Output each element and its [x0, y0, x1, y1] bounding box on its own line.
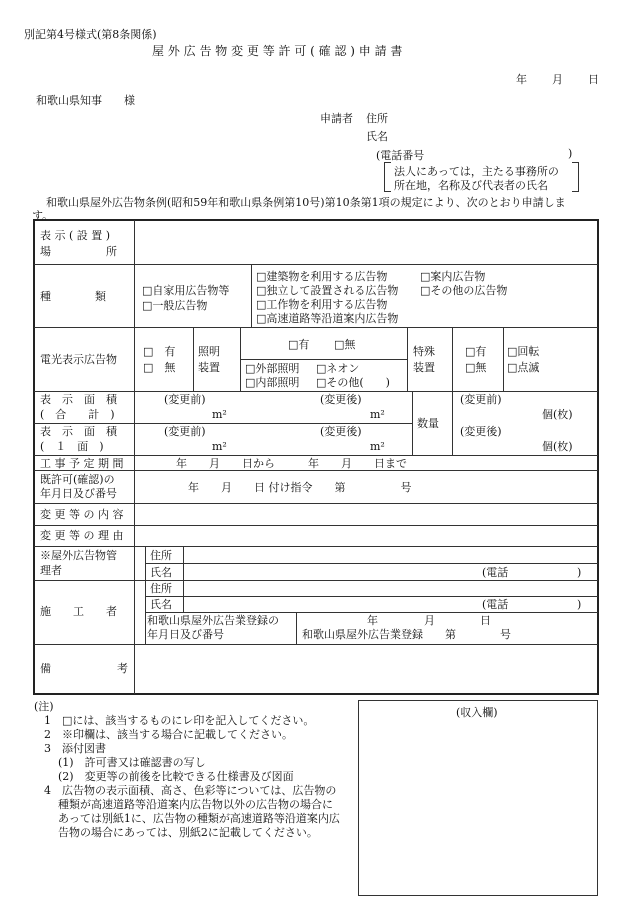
registration-month: 月 — [424, 614, 435, 627]
applicant-label: 申請者 — [320, 112, 353, 125]
note-4-line-1: 4 広告物の表示面積、高さ、色彩等については、広告物の — [44, 784, 337, 797]
bracket-right — [572, 162, 579, 192]
rule — [145, 612, 598, 613]
area-total-unit-before: m² — [212, 408, 227, 421]
area-single-before: (変更前) — [164, 425, 206, 438]
quantity-unit-after: 個(枚) — [542, 440, 573, 453]
registration-number: 和歌山県屋外広告業登録 第 号 — [302, 628, 511, 641]
registration-label-2: 年月日及び番号 — [147, 628, 224, 641]
name-label: 氏名 — [366, 130, 388, 143]
note-3a: (1) 許可書又は確認書の写し — [58, 756, 206, 769]
light-neon-checkbox[interactable]: □ネオン — [316, 362, 360, 375]
elec-yes-checkbox[interactable]: □ 有 — [143, 345, 176, 358]
corp-note-2: 所在地，名称及び代表者の氏名 — [394, 179, 548, 192]
form-title: 屋 外 広 告 物 変 更 等 許 可 ( 確 認 ) 申 請 書 — [152, 44, 403, 58]
registration-day: 日 — [480, 614, 491, 627]
kind-own-checkbox[interactable]: □自家用広告物等 — [142, 284, 230, 297]
date-year: 年 — [516, 73, 527, 86]
lighting-label-1: 照明 — [198, 345, 220, 358]
notes-heading: (注) — [34, 700, 54, 713]
date-day: 日 — [588, 73, 599, 86]
phone-close: ) — [568, 147, 573, 160]
rule — [183, 546, 184, 612]
registration-label-1: 和歌山県屋外広告業登録の — [147, 614, 279, 627]
rule — [240, 359, 407, 360]
note-1: 1 □には、該当するものにレ印を記入してください。 — [44, 714, 315, 727]
area-single-label-1: 表 示 面 積 — [40, 425, 117, 438]
elec-no-checkbox[interactable]: □ 無 — [143, 361, 176, 374]
rule — [34, 391, 598, 392]
kind-general-checkbox[interactable]: □一般広告物 — [142, 299, 208, 312]
rule — [452, 327, 453, 391]
kind-highway-checkbox[interactable]: □高速道路等沿道案内広告物 — [256, 312, 399, 325]
rule — [34, 470, 598, 471]
area-total-unit-after: m² — [370, 408, 385, 421]
location-label-2: 場 所 — [40, 245, 117, 258]
quantity-before: (変更前) — [460, 393, 502, 406]
quantity-label: 数量 — [417, 417, 439, 430]
rule — [145, 546, 146, 644]
light-internal-checkbox[interactable]: □内部照明 — [245, 376, 300, 389]
light-other-checkbox[interactable]: □その他( ) — [316, 376, 390, 389]
kind-standalone-checkbox[interactable]: □独立して設置される広告物 — [256, 284, 399, 297]
quantity-unit-before: 個(枚) — [542, 408, 573, 421]
rule — [145, 596, 598, 597]
rule — [452, 391, 453, 455]
rule — [251, 264, 252, 328]
intro-line-1: 和歌山県屋外広告物条例(昭和59年和歌山県条例第10号)第10条第1項の規定により、次のとおり申請しま — [46, 196, 566, 209]
address-label: 住所 — [366, 112, 388, 125]
kind-label: 種 類 — [40, 290, 106, 303]
rule — [412, 391, 413, 455]
receipt-box — [358, 700, 598, 896]
contractor-label: 施 工 者 — [40, 605, 117, 618]
special-rotate-checkbox[interactable]: □回転 — [507, 345, 540, 358]
rule — [193, 327, 194, 391]
rule — [134, 220, 135, 694]
special-blink-checkbox[interactable]: □点滅 — [507, 361, 540, 374]
rule — [34, 525, 598, 526]
manager-address-label: 住所 — [150, 549, 172, 562]
rule — [34, 503, 598, 504]
special-label-2: 装置 — [413, 361, 435, 374]
remarks-label: 備 考 — [40, 662, 128, 675]
change-content-label: 変 更 等 の 内 容 — [40, 508, 124, 521]
quantity-after: (変更後) — [460, 425, 502, 438]
light-no-checkbox[interactable]: □無 — [334, 338, 356, 351]
date-month: 月 — [552, 73, 563, 86]
manager-tel-close: ) — [577, 566, 582, 579]
corp-note-1: 法人にあっては，主たる事務所の — [394, 165, 559, 178]
contractor-address-label: 住所 — [150, 582, 172, 595]
note-2: 2 ※印欄は、該当する場合に記載してください。 — [44, 728, 293, 741]
special-label-1: 特殊 — [413, 345, 435, 358]
area-single-unit-before: m² — [212, 440, 227, 453]
bracket-left — [384, 162, 391, 192]
manager-label-1: ※屋外広告物管 — [40, 549, 117, 562]
rule — [240, 327, 241, 391]
form-number: 別記第4号様式(第8条関係) — [24, 28, 157, 41]
rule — [296, 612, 297, 644]
special-no-checkbox[interactable]: □無 — [465, 361, 487, 374]
rule — [407, 327, 408, 391]
rule — [34, 580, 598, 581]
receipt-label: (収入欄) — [456, 706, 498, 719]
area-total-before: (変更前) — [164, 393, 206, 406]
rule — [34, 546, 598, 547]
area-total-label-1: 表 示 面 積 — [40, 393, 117, 406]
contractor-name-label: 氏名 — [150, 598, 172, 611]
rule — [34, 644, 598, 645]
area-single-unit-after: m² — [370, 440, 385, 453]
kind-other-checkbox[interactable]: □その他の広告物 — [420, 284, 508, 297]
existing-permit-value: 年 月 日 付け指令 第 号 — [188, 481, 412, 494]
schedule-value: 年 月 日から 年 月 日まで — [176, 457, 407, 470]
note-4-line-3: あっては別紙1に、広告物の種類が高速道路等沿道案内広 — [58, 812, 340, 825]
addressee: 和歌山県知事 様 — [36, 94, 135, 107]
rule — [34, 455, 598, 456]
existing-permit-label-1: 既許可(確認)の — [40, 473, 115, 486]
note-4-line-2: 種類が高速道路等沿道案内広告物以外の広告物の場合に — [58, 798, 333, 811]
electric-label: 電光表示広告物 — [40, 353, 117, 366]
intro-line-2: す。 — [32, 209, 54, 222]
manager-label-2: 理者 — [40, 564, 62, 577]
existing-permit-label-2: 年月日及び番号 — [40, 487, 117, 500]
manager-tel-open: (電話 — [482, 566, 509, 579]
manager-name-label: 氏名 — [150, 566, 172, 579]
location-label-1: 表 示 ( 設 置 ) — [40, 229, 111, 242]
note-4-line-4: 告物の場合にあっては、別紙2に記載してください。 — [58, 826, 318, 839]
light-external-checkbox[interactable]: □外部照明 — [245, 362, 300, 375]
area-single-label-2: ( １ 面 ) — [40, 440, 104, 453]
lighting-label-2: 装置 — [198, 361, 220, 374]
registration-year: 年 — [367, 614, 378, 627]
change-reason-label: 変 更 等 の 理 由 — [40, 529, 124, 542]
kind-building-checkbox[interactable]: □建築物を利用する広告物 — [256, 270, 388, 283]
rule — [34, 423, 412, 424]
special-yes-checkbox[interactable]: □有 — [465, 345, 487, 358]
kind-guide-checkbox[interactable]: □案内広告物 — [420, 270, 486, 283]
rule — [145, 563, 598, 564]
area-total-after: (変更後) — [320, 393, 362, 406]
schedule-label: 工 事 予 定 期 間 — [40, 457, 124, 470]
contractor-tel-open: (電話 — [482, 598, 509, 611]
light-yes-checkbox[interactable]: □有 — [288, 338, 310, 351]
rule — [503, 327, 504, 391]
note-3: 3 添付図書 — [44, 742, 106, 755]
rule — [34, 264, 598, 265]
area-single-after: (変更後) — [320, 425, 362, 438]
area-total-label-2: ( 合 計 ) — [40, 408, 115, 421]
phone-label: (電話番号 — [376, 149, 425, 162]
note-3b: (2) 変更等の前後を比較できる仕様書及び図面 — [58, 770, 294, 783]
kind-structure-checkbox[interactable]: □工作物を利用する広告物 — [256, 298, 388, 311]
rule — [34, 327, 598, 328]
contractor-tel-close: ) — [577, 598, 582, 611]
